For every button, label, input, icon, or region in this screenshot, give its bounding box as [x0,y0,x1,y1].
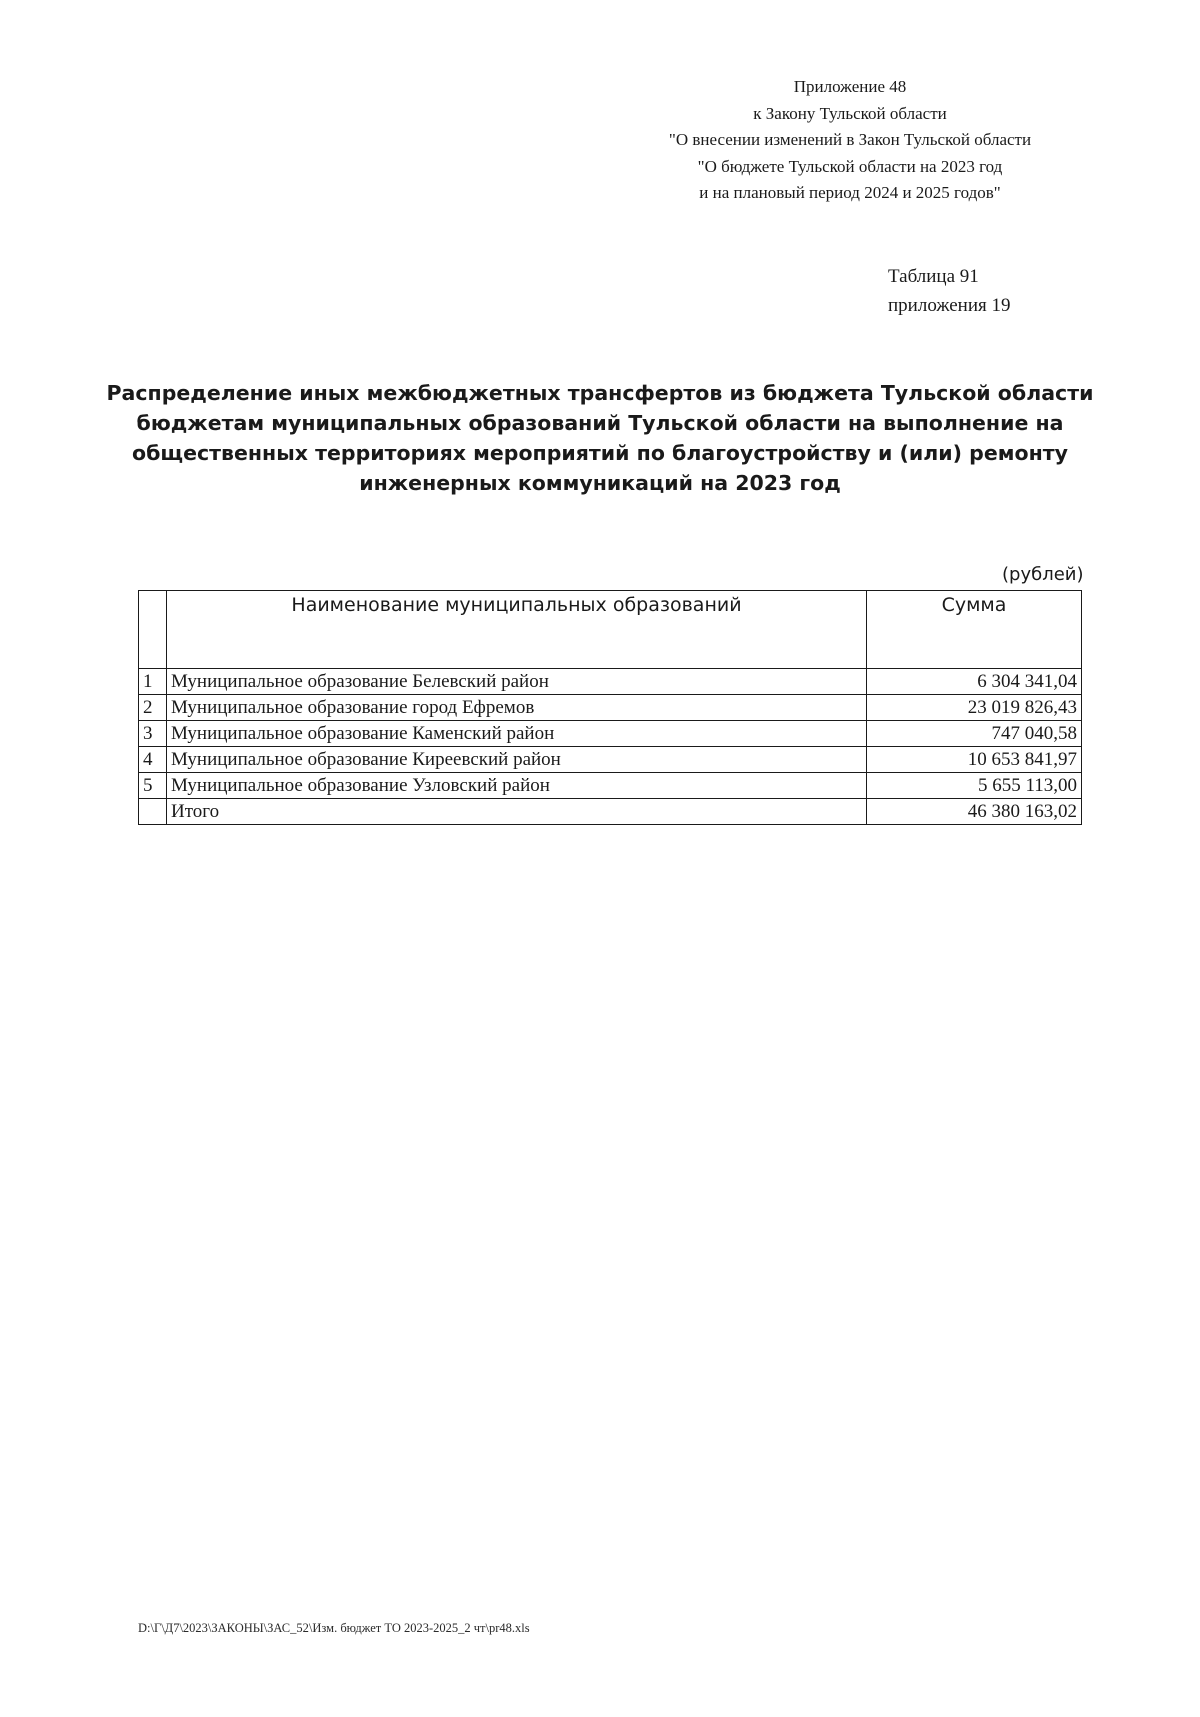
row-sum: 10 653 841,97 [867,747,1082,773]
row-name: Муниципальное образование Каменский район [167,721,867,747]
title-line: общественных территориях мероприятий по благоустройству и (или) ремонту [132,441,1068,465]
title-line: бюджетам муниципальных образований Тульской области на выполнение на [136,411,1064,435]
table-number: Таблица 91 [888,266,979,287]
document-title [100,378,1100,498]
row-name: Муниципальное образование Узловский район [167,773,867,799]
row-num: 2 [139,695,167,721]
appendix-line: "О бюджете Тульской области на 2023 год [697,156,1003,176]
table-row [139,669,1082,695]
row-sum: 6 304 341,04 [867,669,1082,695]
table-row [139,773,1082,799]
file-path-footer: D:\Г\Д7\2023\ЗАКОНЫ\ЗАС_52\Изм. бюджет ТО 2023-2025_2 чт\pr48.xls [138,1621,530,1635]
distribution-table [138,590,1082,825]
row-num: 1 [139,669,167,695]
table-total-row [139,799,1082,825]
table-reference [888,262,1010,320]
row-sum: 23 019 826,43 [867,695,1082,721]
title-line: Распределение иных межбюджетных трансфертов из бюджета Тульской области [106,381,1094,405]
table-header-row [139,591,1082,669]
appendix-line: "О внесении изменений в Закон Тульской области [668,130,1032,149]
table-row [139,695,1082,721]
appendix-header [640,74,1060,207]
row-name: Муниципальное образование город Ефремов [167,695,867,721]
table-appendix-ref: приложения 19 [888,295,1011,316]
table-row [139,747,1082,773]
header-sum: Сумма [867,591,1082,669]
total-num [139,799,167,825]
row-name: Муниципальное образование Белевский район [167,669,867,695]
appendix-line: Приложение 48 [793,77,907,96]
row-num: 4 [139,747,167,773]
row-sum: 747 040,58 [867,721,1082,747]
units-label: (рублей) [1002,564,1084,585]
appendix-line: и на плановый период 2024 и 2025 годов" [699,183,1001,202]
title-line: инженерных коммуникаций на 2023 год [359,471,841,495]
table-row [139,721,1082,747]
row-num: 3 [139,721,167,747]
header-num [139,591,167,669]
row-num: 5 [139,773,167,799]
row-name: Муниципальное образование Киреевский район [167,747,867,773]
row-sum: 5 655 113,00 [867,773,1082,799]
appendix-line: к Закону Тульской области [753,103,947,123]
header-name: Наименование муниципальных образований [167,591,867,669]
total-label: Итого [167,799,867,825]
total-sum: 46 380 163,02 [867,799,1082,825]
